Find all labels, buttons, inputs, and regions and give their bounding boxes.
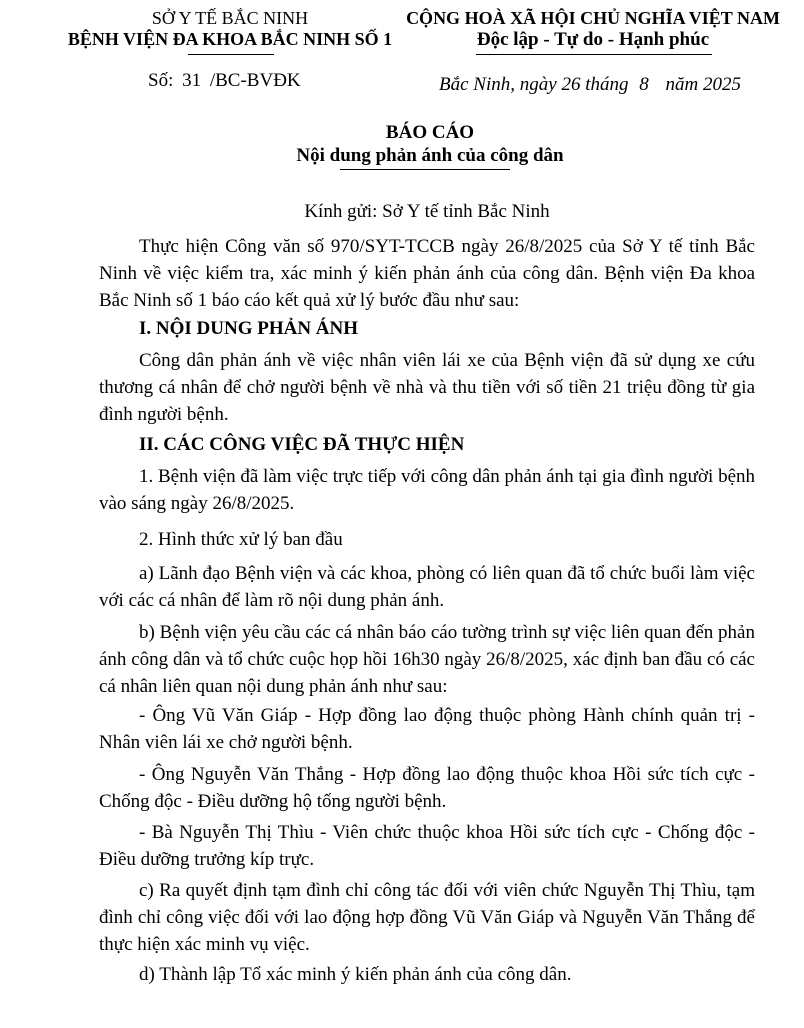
section-2-item-1: 1. Bệnh viện đã làm việc trực tiếp với công dân phản ánh tại gia đình người bệnh vào sáng ngày 26/8/2025.: [99, 466, 755, 514]
section-2-item-d: d) Thành lập Tổ xác minh ý kiến phản ánh của công dân.: [139, 964, 572, 985]
person-3: - Bà Nguyễn Thị Thìu - Viên chức thuộc khoa Hồi sức tích cực - Chống độc - Điều dưỡng trưởng kíp trực.: [99, 822, 755, 870]
date-place: [439, 74, 741, 96]
date-place-label: Bắc Ninh, ngày: [439, 74, 557, 95]
section-1-body: Công dân phản ánh về việc nhân viên lái xe của Bệnh viện đã sử dụng xe cứu thương cá nhân để chở người bệnh về nhà và thu tiền với số tiền 21 triệu đồng từ gia đình người bệnh.: [99, 350, 755, 425]
report-subtitle: Nội dung phản ánh của công dân: [296, 145, 564, 166]
hospital-name: BỆNH VIỆN ĐA KHOA BẮC NINH SỐ 1: [67, 29, 393, 49]
hospital-underline: [188, 54, 274, 55]
recipient: Kính gửi: Sở Y tế tỉnh Bắc Ninh: [304, 201, 550, 222]
section-2-item-c: c) Ra quyết định tạm đình chỉ công tác đối với viên chức Nguyễn Thị Thìu, tạm đình chỉ công việc đối với lao động hợp đồng Vũ Văn Giáp và Nguyễn Văn Thắng để thực hiện xác minh vụ việc.: [99, 880, 755, 955]
number-prefix: Số:: [148, 70, 174, 91]
document-number: [148, 70, 301, 92]
section-2-item-2: 2. Hình thức xử lý ban đầu: [139, 529, 343, 550]
agency-name: SỞ Y TẾ BẮC NINH: [151, 8, 309, 28]
section-2-item-a: a) Lãnh đạo Bệnh viện và các khoa, phòng có liên quan đã tổ chức buổi làm việc với các cá nhân để làm rõ nội dung phản ánh.: [99, 563, 755, 611]
national-motto: Độc lập - Tự do - Hạnh phúc: [476, 29, 710, 50]
subtitle-underline: [340, 169, 510, 170]
person-2: - Ông Nguyễn Văn Thắng - Hợp đồng lao động thuộc khoa Hồi sức tích cực - Chống độc - Điều dưỡng hộ tống người bệnh.: [99, 764, 755, 812]
person-1: - Ông Vũ Văn Giáp - Hợp đồng lao động thuộc phòng Hành chính quản trị - Nhân viên lái xe chở người bệnh.: [99, 705, 755, 753]
motto-underline: [476, 54, 712, 55]
date-year: năm 2025: [665, 74, 741, 95]
number-suffix: /BC-BVĐK: [209, 70, 301, 91]
section-2-item-b: b) Bệnh viện yêu cầu các cá nhân báo cáo tường trình sự việc liên quan đến phản ánh công dân và tổ chức cuộc họp hồi 16h30 ngày 26/8/2025, xác định ban đầu có các cá nhân liên quan nội dung phản ánh như sau:: [99, 622, 755, 697]
date-month-label: tháng: [585, 74, 629, 95]
intro-paragraph: Thực hiện Công văn số 970/SYT-TCCB ngày 26/8/2025 của Sở Y tế tỉnh Bắc Ninh về việc kiểm tra, xác minh ý kiến phản ánh của công dân. Bệnh viện Đa khoa Bắc Ninh số 1 báo cáo kết quả xử lý bước đầu như sau:: [99, 236, 755, 311]
date-day: 26: [561, 74, 581, 95]
date-month: 8: [639, 74, 649, 95]
report-title: BÁO CÁO: [385, 122, 475, 143]
section-2-heading: II. CÁC CÔNG VIỆC ĐÃ THỰC HIỆN: [139, 434, 465, 455]
section-1-heading: I. NỘI DUNG PHẢN ÁNH: [139, 318, 359, 339]
number-value: 31: [182, 70, 202, 91]
nation-name: CỘNG HOÀ XÃ HỘI CHỦ NGHĨA VIỆT NAM: [406, 8, 780, 28]
